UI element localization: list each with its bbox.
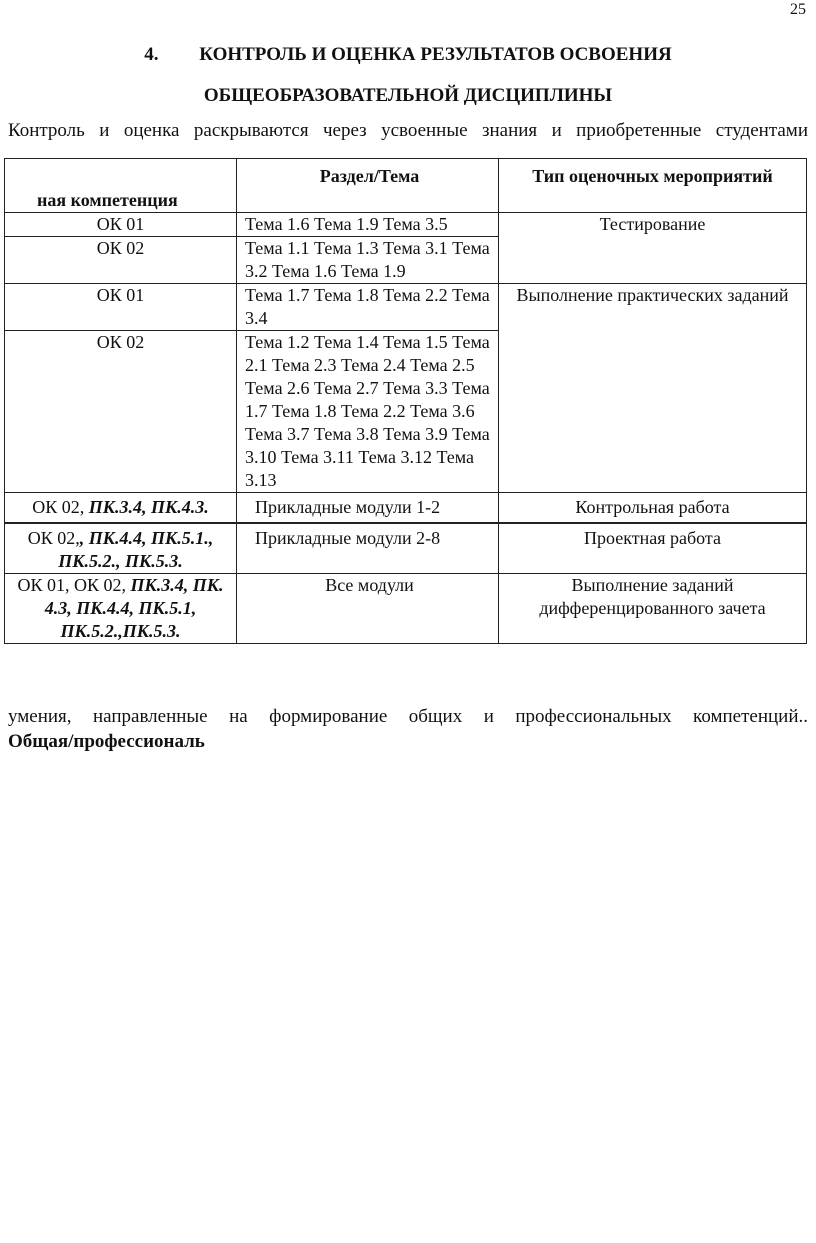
type-cell: Выполнение практических заданий: [499, 284, 807, 493]
outro-paragraph: [8, 704, 808, 754]
table-row: [5, 573, 807, 643]
assessment-table: [4, 158, 807, 644]
type-cell: Контрольная работа: [499, 493, 807, 523]
section-heading: [0, 44, 816, 66]
competence-pk: ПК.3.4, ПК.4.3.: [88, 497, 209, 517]
table-row: [5, 523, 807, 574]
header-type: Тип оценочных мероприятий: [499, 159, 807, 213]
heading-line-2: ОБЩЕОБРАЗОВАТЕЛЬНОЙ ДИСЦИПЛИНЫ: [203, 85, 613, 106]
competence-cell: ОК 02: [5, 237, 237, 284]
outro-line-2: Общая/профессиональ: [8, 731, 205, 752]
type-cell: Проектная работа: [499, 523, 807, 574]
competence-pk: , ПК.4.4, ПК.5.1., ПК.5.2., ПК.5.3.: [58, 527, 214, 571]
competence-pk: ПК.3.4, ПК. 4.3, ПК.4.4, ПК.5.1, ПК.5.2.,ПК.5.3.: [44, 574, 224, 641]
section-cell: Все модули: [237, 573, 499, 643]
type-cell: Тестирование: [499, 213, 807, 284]
table-row: [5, 213, 807, 237]
competence-ok: ОК 02,: [32, 497, 89, 517]
section-cell: Тема 1.7 Тема 1.8 Тема 2.2 Тема 3.4: [237, 284, 499, 331]
competence-cell: [5, 493, 237, 523]
section-cell: Прикладные модули 1-2: [237, 493, 499, 523]
table-header-row: [5, 159, 807, 213]
competence-ok: ОК 02,: [27, 527, 80, 548]
heading-line-1: КОНТРОЛЬ И ОЦЕНКА РЕЗУЛЬТАТОВ ОСВОЕНИЯ: [199, 44, 672, 65]
competence-cell: ОК 01: [5, 284, 237, 331]
competence-cell: [5, 523, 237, 574]
competence-cell: ОК 01: [5, 213, 237, 237]
type-cell: Выполнение заданий дифференцированного зачета: [499, 573, 807, 643]
intro-paragraph: Контроль и оценка раскрываются через усвоенные знания и приобретенные студентами: [8, 120, 808, 141]
competence-cell: [5, 573, 237, 643]
section-cell: Прикладные модули 2-8: [237, 523, 499, 574]
section-cell: Тема 1.2 Тема 1.4 Тема 1.5 Тема 2.1 Тема 2.3 Тема 2.4 Тема 2.5 Тема 2.6 Тема 2.7 Тема 3.3 Тема 1.7 Тема 1.8 Тема 2.2 Тема 3.6 Тема 3.7 Тема 3.8 Тема 3.9 Тема 3.10 Тема 3.11 Тема 3.12 Тема 3.13: [237, 331, 499, 493]
section-cell: Тема 1.6 Тема 1.9 Тема 3.5: [237, 213, 499, 237]
header-competence: ная компетенция: [5, 159, 237, 213]
outro-line-1: умения, направленные на формирование общих и профессиональных компетенций..: [8, 706, 808, 727]
section-cell: Тема 1.1 Тема 1.3 Тема 3.1 Тема 3.2 Тема 1.6 Тема 1.9: [237, 237, 499, 284]
table-row: [5, 493, 807, 523]
table-row: [5, 284, 807, 331]
page-number: 25: [790, 1, 806, 18]
competence-cell: ОК 02: [5, 331, 237, 493]
header-section: Раздел/Тема: [237, 159, 499, 213]
competence-ok: ОК 01, ОК 02,: [17, 574, 131, 595]
section-number: 4.: [144, 44, 159, 65]
